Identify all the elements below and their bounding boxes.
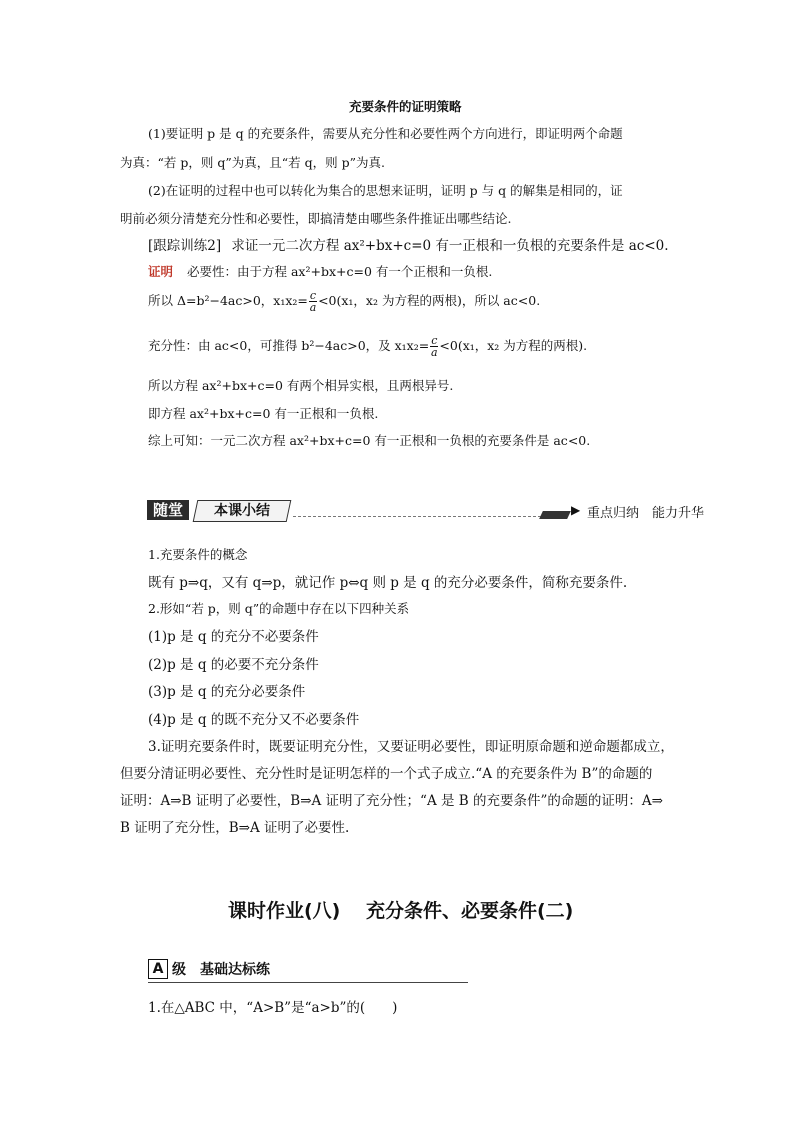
banner-bar	[539, 511, 571, 519]
summary-r4: (4)p 是 q 的既不充分又不必要条件	[148, 712, 360, 728]
strategy-p2b: 明前必须分清楚充分性和必要性，即搞清楚由哪些条件推证出哪些结论.	[120, 211, 512, 226]
summary-r3: (3)p 是 q 的充分必要条件	[148, 684, 306, 700]
proof-sufficiency-post: <0(x₁，x₂ 为方程的两根).	[439, 338, 588, 353]
strategy-p2a: (2)在证明的过程中也可以转化为集合的思想来证明，证明 p 与 q 的解集是相同的，证	[148, 183, 623, 198]
summary-s1: 既有 p⇒q，又有 q⇒p，就记作 p⇔q 则 p 是 q 的充分必要条件，简称充要条件.	[148, 575, 628, 591]
banner-title-box	[193, 500, 292, 522]
proof-sufficiency-line	[148, 335, 587, 358]
fraction-den: a	[309, 301, 317, 314]
strategy-p1b: 为真：“若 p，则 q”为真，且“若 q，则 p”为真.	[120, 155, 385, 170]
proof-sufficiency-pre: 充分性：由 ac<0，可推得 b²−4ac>0，及 x₁x₂=	[148, 338, 430, 353]
fraction-c-over-a	[309, 290, 317, 313]
question-1: 1.在△ABC 中，“A>B”是“a>b”的( )	[148, 1000, 398, 1016]
level-label: 级 基础达标练	[172, 962, 270, 978]
banner-title: 本课小结	[214, 503, 270, 519]
proof-line-2-pre: 所以 Δ=b²−4ac>0，x₁x₂=	[148, 293, 308, 308]
fraction-c-over-a-2	[430, 335, 438, 358]
strategy-p1a: (1)要证明 p 是 q 的充要条件，需要从充分性和必要性两个方向进行，即证明两个命题	[148, 126, 623, 141]
exercise-line	[148, 234, 669, 254]
summary-h3d: B 证明了充分性，B⇒A 证明了必要性.	[120, 820, 350, 836]
summary-h1: 1.充要条件的概念	[148, 547, 248, 562]
fraction-den-2: a	[431, 346, 438, 359]
summary-r1: (1)p 是 q 的充分不必要条件	[148, 629, 319, 645]
fraction-num: c	[309, 289, 317, 302]
summary-banner	[147, 498, 707, 522]
exercise-text: 求证一元二次方程 ax²+bx+c=0 有一正根和一负根的充要条件是 ac<0.	[231, 238, 669, 254]
summary-h3b: 但要分清证明必要性、充分性时是证明怎样的一个式子成立.“A 的充要条件为 B”的命题的	[120, 766, 653, 782]
proof-line-6: 综上可知：一元二次方程 ax²+bx+c=0 有一正根和一负根的充要条件是 ac<0.	[148, 433, 591, 448]
banner-tag: 重点归纳 能力升华	[587, 506, 705, 521]
fraction-num-2: c	[431, 334, 438, 347]
proof-necessity-line	[148, 262, 492, 280]
proof-necessity: 必要性：由于方程 ax²+bx+c=0 有一个正根和一负根.	[187, 264, 493, 279]
banner-divider	[293, 516, 541, 517]
proof-line-5: 即方程 ax²+bx+c=0 有一正根和一负根.	[148, 406, 379, 421]
play-icon: ▶	[571, 503, 581, 517]
homework-title: 课时作业(八) 充分条件、必要条件(二)	[228, 900, 574, 922]
summary-h3a: 3.证明充要条件时，既要证明充分性，又要证明必要性，即证明原命题和逆命题都成立，	[148, 739, 674, 755]
level-box: A	[148, 959, 168, 979]
proof-line-4: 所以方程 ax²+bx+c=0 有两个相异实根，且两根异号.	[148, 378, 454, 393]
strategy-title: 充要条件的证明策略	[349, 99, 462, 114]
proof-line-2-post: <0(x₁，x₂ 为方程的两根)，所以 ac<0.	[318, 293, 541, 308]
summary-h3c: 证明：A⇒B 证明了必要性，B⇒A 证明了充分性；“A 是 B 的充要条件”的命题的证明：A⇒	[120, 793, 663, 809]
exercise-label: [跟踪训练2]	[148, 238, 222, 254]
level-banner	[148, 958, 468, 983]
summary-r2: (2)p 是 q 的必要不充分条件	[148, 657, 319, 673]
summary-h2: 2.形如“若 p，则 q”的命题中存在以下四种关系	[148, 601, 410, 616]
proof-label: 证明	[148, 264, 174, 279]
banner-left-box: 随堂	[147, 500, 189, 520]
proof-line-2	[148, 290, 540, 313]
